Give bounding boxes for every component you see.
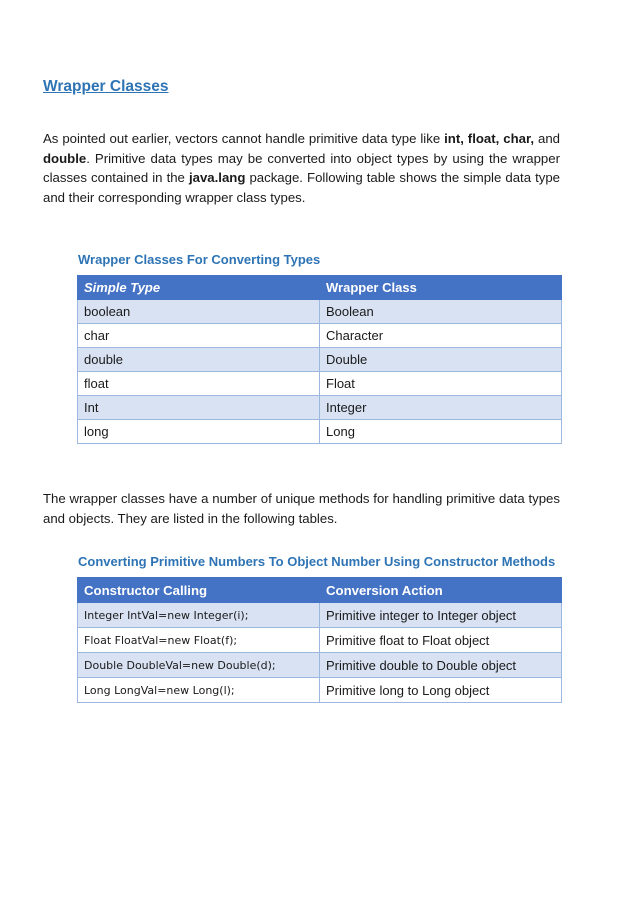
column-header-constructor-calling: Constructor Calling [78, 578, 320, 603]
table-row [78, 324, 562, 348]
table-cell: Primitive integer to Integer object [320, 603, 562, 628]
intro-text-2: and [534, 131, 560, 146]
table-row [78, 300, 562, 324]
intro-bold-package: java.lang [188, 170, 246, 185]
table-row [78, 628, 562, 653]
table-cell: double [78, 348, 320, 372]
column-header-simple-type: Simple Type [78, 276, 320, 300]
table-row [78, 653, 562, 678]
table-cell: Double DoubleVal=new Double(d); [78, 653, 320, 678]
table-row [78, 603, 562, 628]
methods-paragraph: The wrapper classes have a number of unique methods for handling primitive data types and objects. They are listed in the following tables. [43, 491, 560, 526]
table-cell: boolean [78, 300, 320, 324]
table-row [78, 420, 562, 444]
table-row [78, 678, 562, 703]
wrapper-classes-table [77, 275, 562, 444]
table-header-row [78, 276, 562, 300]
table-cell: Primitive long to Long object [320, 678, 562, 703]
constructor-methods-table [77, 577, 562, 703]
table-cell: Integer [320, 396, 562, 420]
table-cell: Long [320, 420, 562, 444]
intro-text-4: package. Following table shows the simple data type and their corresponding wrapper class types. [43, 170, 560, 205]
table-header-row [78, 578, 562, 603]
column-header-conversion-action: Conversion Action [320, 578, 562, 603]
table-cell: Primitive float to Float object [320, 628, 562, 653]
table-cell: Integer IntVal=new Integer(i); [78, 603, 320, 628]
table-cell: Double [320, 348, 562, 372]
table-cell: Boolean [320, 300, 562, 324]
table1-caption: Wrapper Classes For Converting Types [78, 252, 321, 267]
intro-bold-double: double [43, 150, 87, 166]
table-cell: Primitive double to Double object [320, 653, 562, 678]
table-cell: float [78, 372, 320, 396]
table-row [78, 348, 562, 372]
table2-caption: Converting Primitive Numbers To Object Number Using Constructor Methods [78, 554, 556, 569]
table-cell: Float [320, 372, 562, 396]
table-cell: Long LongVal=new Long(l); [78, 678, 320, 703]
table-cell: Float FloatVal=new Float(f); [78, 628, 320, 653]
intro-bold-types: int, float, char, [444, 131, 535, 146]
page-title: Wrapper Classes [43, 78, 169, 95]
table-cell: long [78, 420, 320, 444]
table-cell: Character [320, 324, 562, 348]
intro-text-3: . Primitive data types may be converted into object types by using the wrapper classes contained in the [43, 150, 560, 185]
intro-paragraph [43, 129, 560, 207]
column-header-wrapper-class: Wrapper Class [320, 276, 562, 300]
table-row [78, 372, 562, 396]
table-cell: char [78, 324, 320, 348]
table-cell: Int [78, 396, 320, 420]
table-row [78, 396, 562, 420]
intro-text-1: As pointed out earlier, vectors cannot handle primitive data type like [43, 131, 445, 146]
